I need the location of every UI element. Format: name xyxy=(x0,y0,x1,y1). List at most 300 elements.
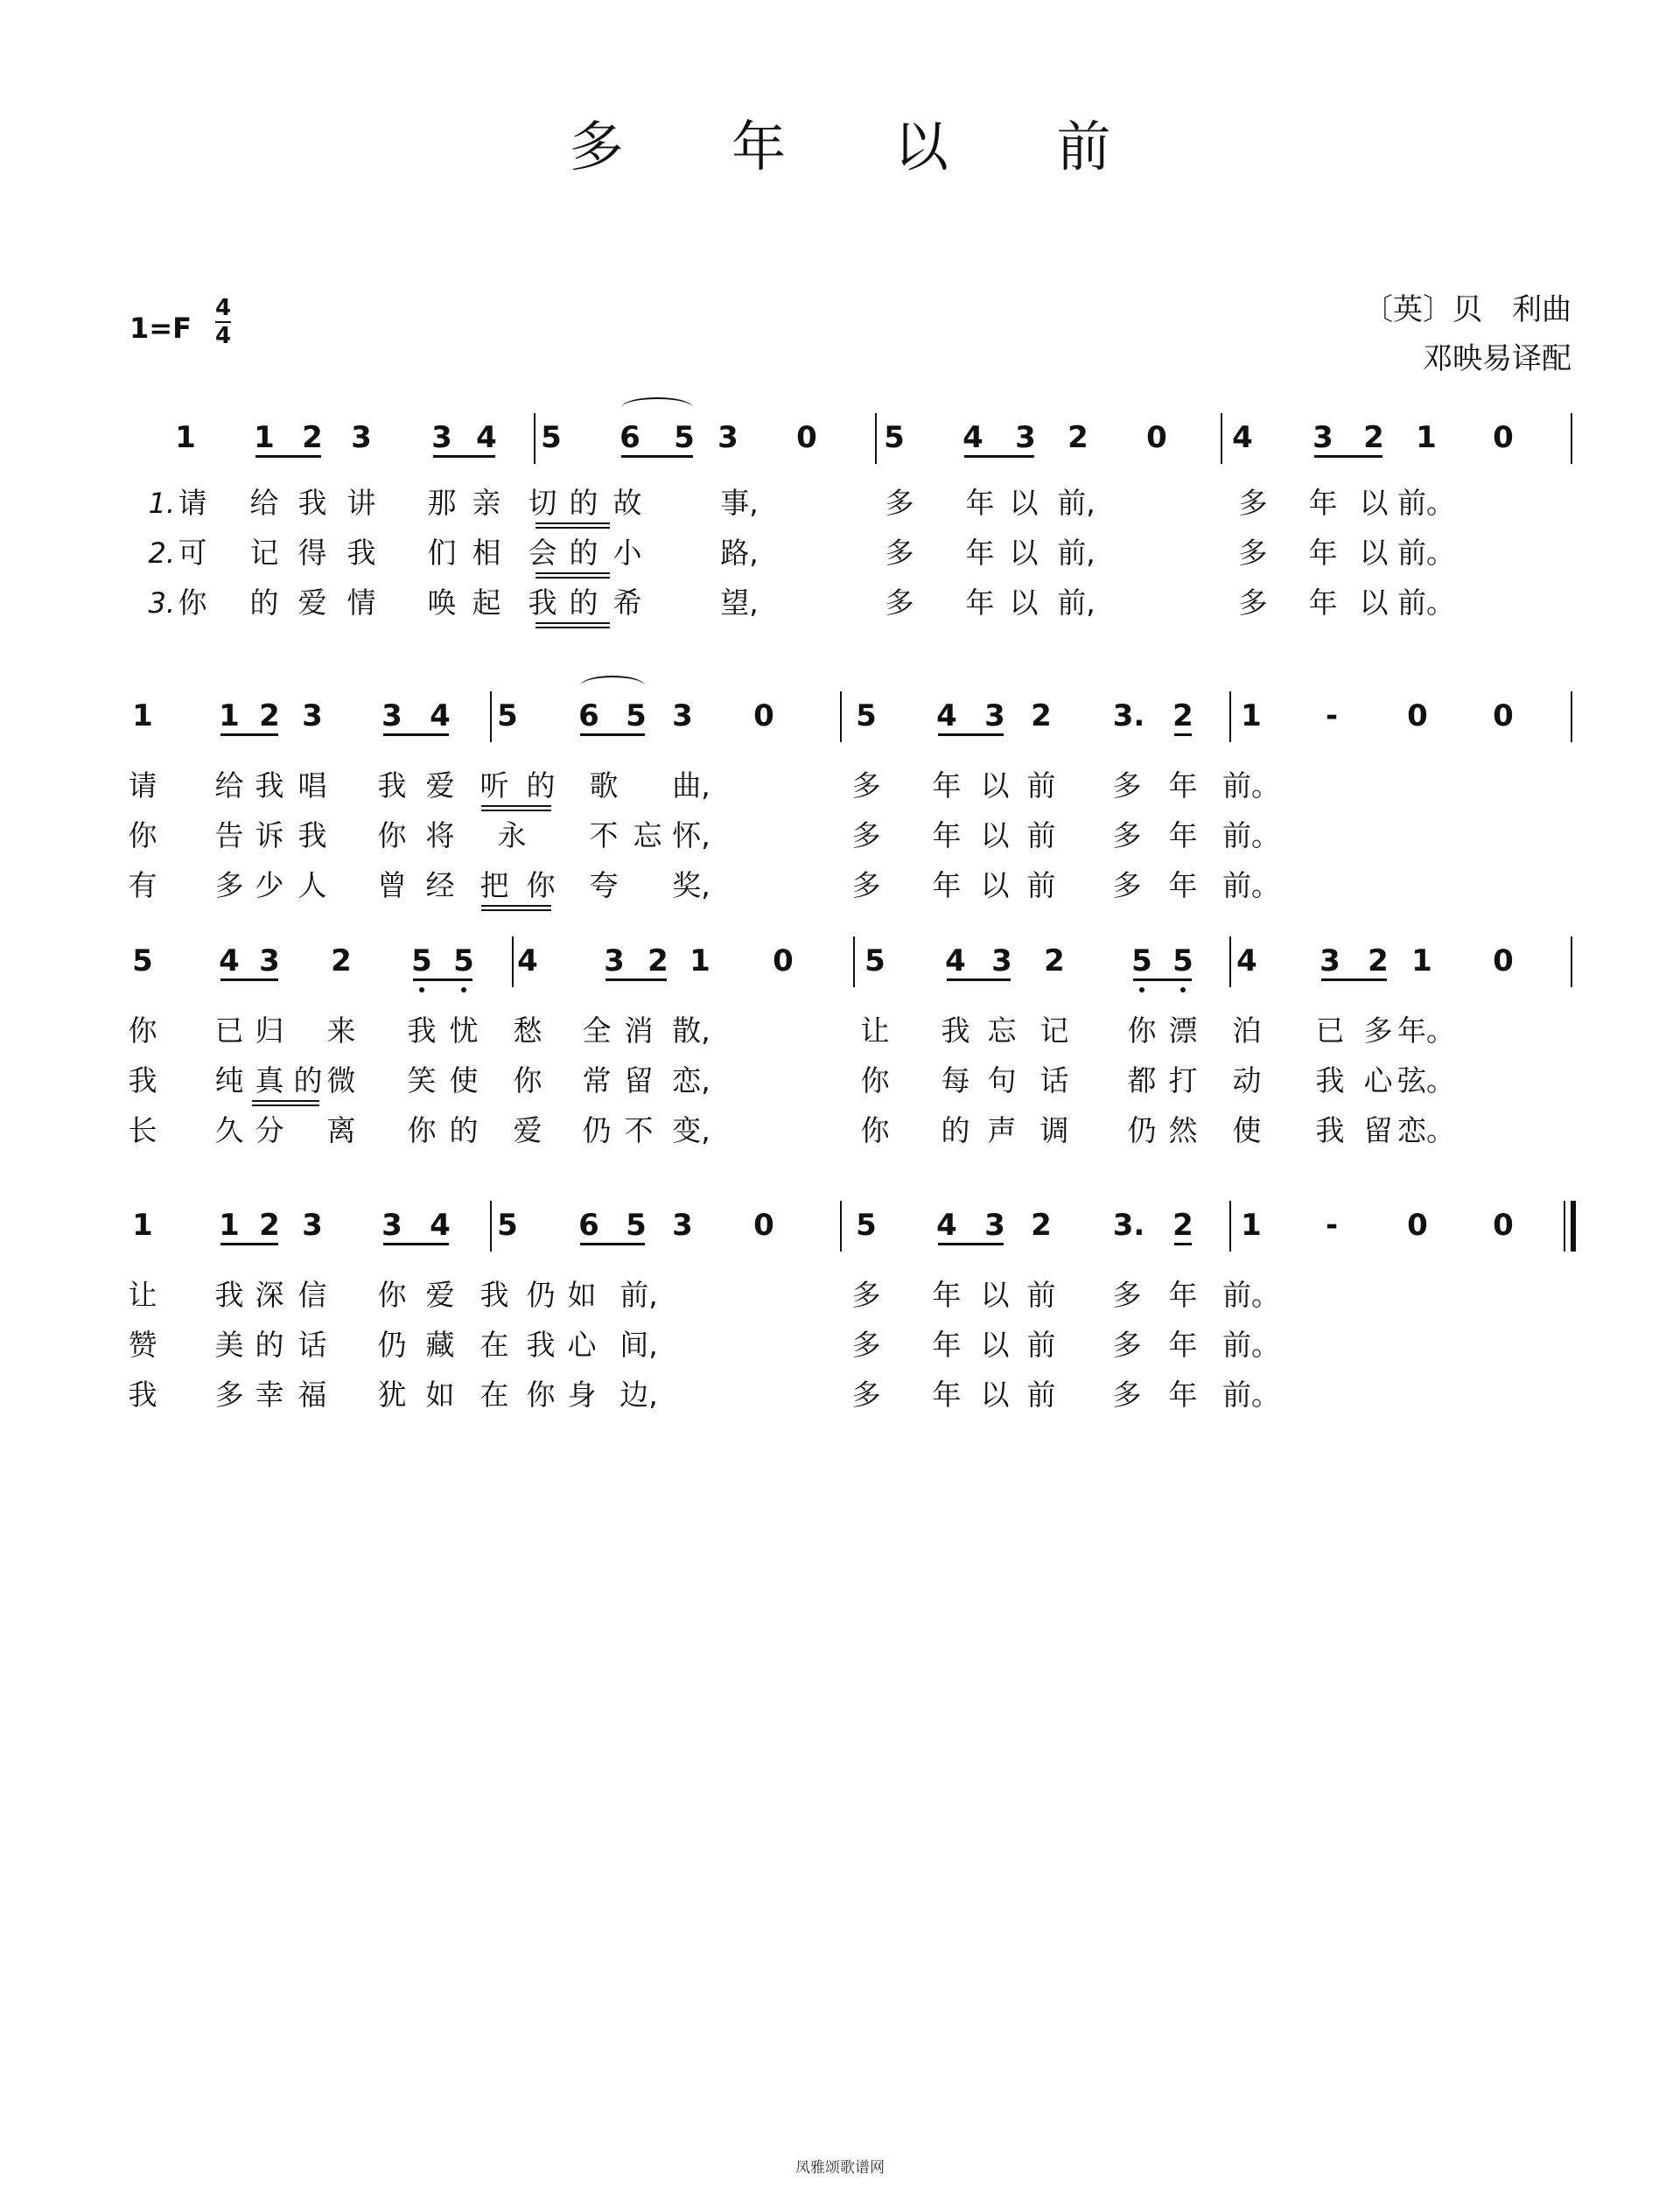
lyric-syllable: 我 xyxy=(346,536,376,570)
note: 4 xyxy=(219,943,240,978)
lyric-syllable: 年。 xyxy=(1397,1013,1455,1048)
note: 5 xyxy=(856,698,877,733)
lyric-syllable: 歌 xyxy=(589,768,619,803)
lyric-syllable: 的 xyxy=(249,586,279,620)
note: 5 xyxy=(864,943,886,978)
lyric-underline xyxy=(252,1105,319,1106)
lyric-syllable: 多 xyxy=(214,868,244,902)
lyric-syllable: 多 xyxy=(1238,486,1268,520)
barline xyxy=(1571,691,1572,742)
lyric-syllable: 前, xyxy=(1057,486,1096,520)
barline xyxy=(490,1201,492,1252)
beam-underline xyxy=(964,455,1034,458)
beam-underline xyxy=(383,1243,449,1245)
lyric-syllable: 爱 xyxy=(425,1278,455,1312)
note: 3 xyxy=(718,420,738,455)
lyric-syllable: 归 xyxy=(255,1013,284,1048)
barline xyxy=(1229,1201,1231,1252)
lyric-syllable: 前 xyxy=(1026,1328,1056,1362)
lyric-syllable: 使 xyxy=(449,1063,479,1098)
note: 0 xyxy=(773,943,794,978)
lyric-syllable: 请 xyxy=(128,768,158,803)
lyric-syllable: 我 xyxy=(298,486,327,520)
lyric-syllable: 多 xyxy=(851,1328,881,1362)
lyric-syllable: 忘 xyxy=(987,1013,1017,1048)
beam-underline xyxy=(256,455,321,458)
lyric-syllable: 让 xyxy=(860,1013,890,1048)
lyric-syllable: 你 xyxy=(128,1013,158,1048)
note: 1 xyxy=(690,943,710,978)
beam-underline xyxy=(580,1243,645,1245)
lyric-syllable: 年 xyxy=(1168,818,1198,852)
lyric-syllable: 起 xyxy=(472,586,501,620)
note: 1 xyxy=(219,698,240,733)
lyric-syllable: 前 xyxy=(1026,768,1056,803)
lyric-underline xyxy=(481,805,551,807)
note: 1 xyxy=(1241,1208,1262,1243)
beam-underline xyxy=(220,978,278,981)
note: 3. xyxy=(1112,698,1145,733)
lyric-syllable: 年 xyxy=(1308,586,1338,620)
song-title: 多 年 以 前 xyxy=(569,115,1157,179)
lyric-syllable: 调 xyxy=(1040,1113,1069,1147)
barline xyxy=(1229,936,1231,987)
lyric-syllable: 的 xyxy=(255,1328,284,1362)
lyric-syllable: 不 xyxy=(624,1113,654,1147)
note: 2 xyxy=(1068,420,1088,455)
verse-number: 1. xyxy=(148,487,175,520)
note: - xyxy=(1325,698,1339,733)
lyric-syllable: 你 xyxy=(377,1278,407,1312)
note: 4 xyxy=(1232,420,1253,455)
note: 0 xyxy=(753,1208,774,1243)
lyric-underline xyxy=(536,577,610,579)
lyric-syllable: 使 xyxy=(1232,1113,1262,1147)
lyric-syllable: 前。 xyxy=(1222,768,1280,803)
note: - xyxy=(1325,1208,1339,1243)
lyric-syllable: 怀, xyxy=(672,818,710,852)
lyric-syllable: 故 xyxy=(612,486,642,520)
lyric-syllable: 福 xyxy=(298,1378,327,1412)
beam-underline xyxy=(580,733,645,736)
lyric-syllable: 年 xyxy=(932,1328,962,1362)
note: 1 xyxy=(132,698,153,733)
lyric-syllable: 多 xyxy=(1238,586,1268,620)
lyric-syllable: 以 xyxy=(1359,586,1389,620)
note: 2 xyxy=(1363,420,1384,455)
note: 5 xyxy=(1131,943,1152,978)
final-barline xyxy=(1571,1201,1576,1252)
lyric-syllable: 们 xyxy=(427,536,457,570)
lyric-syllable: 给 xyxy=(249,486,279,520)
lyric-syllable: 你 xyxy=(860,1113,890,1147)
lyric-syllable: 忘 xyxy=(633,818,662,852)
lyric-syllable: 望, xyxy=(720,586,759,620)
lyric-syllable: 多 xyxy=(1112,868,1142,902)
lyric-syllable: 多 xyxy=(885,536,914,570)
lyric-syllable: 边, xyxy=(620,1378,658,1412)
note: 5 xyxy=(453,943,474,978)
barline xyxy=(840,1201,842,1252)
lyric-syllable: 唱 xyxy=(298,768,327,803)
lyric-syllable: 以 xyxy=(1009,486,1039,520)
lyric-syllable: 留 xyxy=(1363,1113,1393,1147)
lyric-underline xyxy=(252,1100,319,1102)
footer-watermark: 凤雅颂歌谱网 xyxy=(795,2159,885,2177)
lyric-syllable: 不 xyxy=(589,818,619,852)
lyric-syllable: 你 xyxy=(128,818,158,852)
lyric-syllable: 全 xyxy=(582,1013,612,1048)
barline xyxy=(1221,413,1222,464)
lyric-syllable: 多 xyxy=(1112,768,1142,803)
lyric-syllable: 以 xyxy=(1009,586,1039,620)
lyric-syllable: 亲 xyxy=(472,486,501,520)
note: 1 xyxy=(1241,698,1262,733)
lyric-syllable: 多 xyxy=(1112,818,1142,852)
note: 0 xyxy=(1493,943,1514,978)
beam-underline xyxy=(621,455,693,458)
lyric-syllable: 我 xyxy=(1315,1113,1345,1147)
barline xyxy=(1571,413,1572,464)
note: 4 xyxy=(945,943,966,978)
time-signature xyxy=(215,296,231,348)
lyric-underline xyxy=(536,572,610,574)
note: 2 xyxy=(1031,698,1052,733)
lyric-syllable: 心 xyxy=(1363,1063,1393,1098)
note: 6 xyxy=(578,1208,599,1243)
lyric-syllable: 诉 xyxy=(255,818,284,852)
lyric-syllable: 心 xyxy=(567,1328,597,1362)
note: 1 xyxy=(175,420,196,455)
beam-underline xyxy=(413,978,472,981)
lyric-syllable: 的 xyxy=(293,1063,323,1098)
note: 3 xyxy=(302,698,323,733)
note: 4 xyxy=(430,1208,451,1243)
lyric-syllable: 恋。 xyxy=(1397,1113,1455,1147)
lyric-syllable: 那 xyxy=(427,486,457,520)
note: 5 xyxy=(132,943,153,978)
lyric-syllable: 仍 xyxy=(526,1278,556,1312)
lyric-syllable: 多 xyxy=(1112,1328,1142,1362)
note: 5 xyxy=(497,698,518,733)
beam-underline xyxy=(606,978,667,981)
note: 3 xyxy=(382,1208,402,1243)
lyric-syllable: 让 xyxy=(128,1278,158,1312)
octave-dot xyxy=(1139,987,1144,992)
lyric-syllable: 藏 xyxy=(425,1328,455,1362)
lyric-syllable: 如 xyxy=(567,1278,597,1312)
lyric-syllable: 把 xyxy=(480,868,509,902)
lyric-syllable: 前, xyxy=(620,1278,658,1312)
lyric-syllable: 爱 xyxy=(425,768,455,803)
barline xyxy=(840,691,842,742)
note: 2 xyxy=(1172,1208,1194,1243)
note: 5 xyxy=(674,420,695,455)
note: 3 xyxy=(672,1208,693,1243)
note: 3 xyxy=(1312,420,1334,455)
lyric-syllable: 前。 xyxy=(1222,818,1280,852)
lyric-syllable: 常 xyxy=(582,1063,612,1098)
note: 1 xyxy=(1416,420,1437,455)
lyric-syllable: 多 xyxy=(1112,1278,1142,1312)
note: 3 xyxy=(259,943,280,978)
lyric-syllable: 曾 xyxy=(377,868,407,902)
lyric-syllable: 声 xyxy=(987,1113,1017,1147)
lyric-syllable: 你 xyxy=(178,586,207,620)
lyric-syllable: 漂 xyxy=(1168,1013,1198,1048)
note: 0 xyxy=(1146,420,1167,455)
beam-underline xyxy=(938,1243,1004,1245)
lyric-syllable: 前。 xyxy=(1222,1378,1280,1412)
note: 6 xyxy=(578,698,599,733)
lyric-syllable: 的 xyxy=(449,1113,479,1147)
lyric-syllable: 你 xyxy=(513,1063,542,1098)
lyric-syllable: 会 xyxy=(528,536,557,570)
lyric-syllable: 在 xyxy=(480,1328,509,1362)
lyric-syllable: 唤 xyxy=(427,586,457,620)
lyric-syllable: 我 xyxy=(255,768,284,803)
note: 2 xyxy=(331,943,352,978)
octave-dot xyxy=(1180,987,1186,992)
barline xyxy=(490,691,492,742)
lyric-syllable: 已 xyxy=(1315,1013,1345,1048)
lyric-syllable: 如 xyxy=(425,1378,455,1412)
note: 3 xyxy=(984,698,1005,733)
lyric-syllable: 我 xyxy=(941,1013,970,1048)
lyric-syllable: 句 xyxy=(987,1063,1017,1098)
note: 0 xyxy=(1407,698,1428,733)
note: 4 xyxy=(476,420,497,455)
beam-underline xyxy=(433,455,495,458)
lyric-syllable: 听 xyxy=(480,768,509,803)
lyric-syllable: 忧 xyxy=(449,1013,479,1048)
lyric-syllable: 多 xyxy=(885,586,914,620)
lyric-syllable: 话 xyxy=(298,1328,327,1362)
lyric-syllable: 多 xyxy=(851,1378,881,1412)
note: 5 xyxy=(411,943,432,978)
lyric-underline xyxy=(536,527,610,529)
lyric-syllable: 已 xyxy=(214,1013,244,1048)
barline xyxy=(853,936,855,987)
note: 3 xyxy=(302,1208,323,1243)
lyric-syllable: 多 xyxy=(885,486,914,520)
barline xyxy=(1571,936,1572,987)
note: 1 xyxy=(254,420,275,455)
note: 3 xyxy=(984,1208,1005,1243)
lyric-syllable: 前。 xyxy=(1222,868,1280,902)
lyric-syllable: 以 xyxy=(980,868,1010,902)
lyric-syllable: 以 xyxy=(980,1328,1010,1362)
lyric-syllable: 你 xyxy=(526,1378,556,1412)
note: 3 xyxy=(604,943,625,978)
lyric-syllable: 年 xyxy=(1168,768,1198,803)
note: 5 xyxy=(626,698,647,733)
lyric-syllable: 希 xyxy=(612,586,642,620)
lyric-syllable: 我 xyxy=(528,586,557,620)
note: 2 xyxy=(302,420,323,455)
lyric-syllable: 你 xyxy=(1127,1013,1157,1048)
note: 3 xyxy=(351,420,372,455)
lyric-syllable: 多 xyxy=(851,768,881,803)
lyric-syllable: 前 xyxy=(1026,1378,1056,1412)
beam-underline xyxy=(1321,978,1387,981)
note: 1 xyxy=(219,1208,240,1243)
lyric-syllable: 前。 xyxy=(1222,1278,1280,1312)
lyric-syllable: 泊 xyxy=(1232,1013,1262,1048)
lyric-syllable: 以 xyxy=(980,818,1010,852)
lyric-underline xyxy=(536,622,610,624)
lyric-syllable: 多 xyxy=(851,818,881,852)
note: 0 xyxy=(1493,420,1514,455)
lyric-syllable: 夸 xyxy=(589,868,619,902)
lyric-syllable: 年 xyxy=(932,768,962,803)
lyric-syllable: 话 xyxy=(1040,1063,1069,1098)
lyric-syllable: 在 xyxy=(480,1378,509,1412)
lyric-syllable: 我 xyxy=(407,1013,437,1048)
lyric-syllable: 请 xyxy=(178,486,207,520)
lyric-syllable: 年 xyxy=(965,536,995,570)
note: 4 xyxy=(430,698,451,733)
lyric-syllable: 仍 xyxy=(377,1328,407,1362)
lyric-syllable: 来 xyxy=(326,1013,356,1048)
lyric-syllable: 的 xyxy=(569,586,598,620)
lyric-syllable: 微 xyxy=(326,1063,356,1098)
note: 4 xyxy=(962,420,984,455)
lyric-syllable: 记 xyxy=(249,536,279,570)
barline xyxy=(534,413,536,464)
lyric-syllable: 事, xyxy=(720,486,759,520)
lyric-syllable: 纯 xyxy=(214,1063,244,1098)
lyric-syllable: 身 xyxy=(567,1378,597,1412)
lyric-syllable: 前。 xyxy=(1397,486,1455,520)
lyric-syllable: 犹 xyxy=(377,1378,407,1412)
lyric-syllable: 少 xyxy=(255,868,284,902)
lyric-syllable: 我 xyxy=(377,768,407,803)
beam-underline xyxy=(947,978,1011,981)
lyric-syllable: 你 xyxy=(860,1063,890,1098)
lyric-syllable: 年 xyxy=(965,586,995,620)
lyric-syllable: 久 xyxy=(214,1113,244,1147)
lyric-syllable: 以 xyxy=(980,768,1010,803)
lyric-syllable: 我 xyxy=(128,1063,158,1098)
lyric-underline xyxy=(481,905,551,907)
lyric-syllable: 以 xyxy=(980,1278,1010,1312)
note: 2 xyxy=(1044,943,1065,978)
lyric-syllable: 前。 xyxy=(1397,586,1455,620)
lyric-syllable: 多 xyxy=(1112,1378,1142,1412)
lyric-syllable: 的 xyxy=(941,1113,970,1147)
lyric-syllable: 分 xyxy=(255,1113,284,1147)
lyric-syllable: 多 xyxy=(1363,1013,1393,1048)
lyric-syllable: 动 xyxy=(1232,1063,1262,1098)
tie-arc xyxy=(580,676,645,697)
lyric-syllable: 仍 xyxy=(582,1113,612,1147)
lyric-syllable: 弦。 xyxy=(1397,1063,1455,1098)
barline xyxy=(512,936,514,987)
lyric-syllable: 然 xyxy=(1168,1113,1198,1147)
lyric-syllable: 恋, xyxy=(672,1063,710,1098)
note: 0 xyxy=(1493,1208,1514,1243)
note: 5 xyxy=(541,420,562,455)
note: 2 xyxy=(259,1208,280,1243)
lyric-syllable: 散, xyxy=(672,1013,710,1048)
note: 3 xyxy=(431,420,452,455)
lyric-syllable: 多 xyxy=(851,1278,881,1312)
lyric-syllable: 都 xyxy=(1127,1063,1157,1098)
lyric-syllable: 给 xyxy=(214,768,244,803)
lyric-syllable: 真 xyxy=(255,1063,284,1098)
lyric-syllable: 长 xyxy=(128,1113,158,1147)
lyric-syllable: 你 xyxy=(377,818,407,852)
lyric-syllable: 多 xyxy=(1238,536,1268,570)
lyric-syllable: 路, xyxy=(720,536,759,570)
note: 0 xyxy=(1407,1208,1428,1243)
barline xyxy=(1564,1201,1565,1252)
beam-underline xyxy=(1174,733,1192,736)
lyric-syllable: 年 xyxy=(1308,486,1338,520)
note: 4 xyxy=(936,698,957,733)
lyric-syllable: 你 xyxy=(407,1113,437,1147)
lyric-syllable: 年 xyxy=(1308,536,1338,570)
lyric-syllable: 美 xyxy=(214,1328,244,1362)
credits xyxy=(1363,285,1572,383)
lyric-syllable: 有 xyxy=(128,868,158,902)
lyric-syllable: 离 xyxy=(326,1113,356,1147)
lyric-syllable: 消 xyxy=(624,1013,654,1048)
lyric-syllable: 多 xyxy=(851,868,881,902)
lyric-syllable: 多 xyxy=(214,1378,244,1412)
verse-number: 3. xyxy=(148,586,175,620)
beam-underline xyxy=(1133,978,1192,981)
lyric-syllable: 前。 xyxy=(1397,536,1455,570)
note: 0 xyxy=(796,420,817,455)
lyric-syllable: 的 xyxy=(569,536,598,570)
note: 5 xyxy=(884,420,905,455)
note: 3 xyxy=(991,943,1012,978)
note: 3 xyxy=(382,698,402,733)
beam-underline xyxy=(1314,455,1382,458)
composer-credit: 〔英〕贝 利曲 xyxy=(1363,292,1572,327)
lyric-syllable: 幸 xyxy=(255,1378,284,1412)
lyric-syllable: 前。 xyxy=(1222,1328,1280,1362)
lyric-syllable: 前 xyxy=(1026,818,1056,852)
lyric-syllable: 年 xyxy=(932,868,962,902)
lyric-syllable: 得 xyxy=(298,536,327,570)
lyric-syllable: 奖, xyxy=(672,868,710,902)
lyric-syllable: 曲, xyxy=(672,768,710,803)
note: 2 xyxy=(1172,698,1194,733)
lyric-syllable: 年 xyxy=(932,818,962,852)
lyric-underline xyxy=(536,627,610,628)
lyric-syllable: 前, xyxy=(1057,536,1096,570)
lyric-syllable: 以 xyxy=(1359,486,1389,520)
note: 3 xyxy=(1015,420,1036,455)
lyric-syllable: 笑 xyxy=(407,1063,437,1098)
lyric-syllable: 将 xyxy=(425,818,455,852)
lyric-syllable: 我 xyxy=(128,1378,158,1412)
verse-number: 2. xyxy=(148,536,175,570)
note: 3 xyxy=(1320,943,1340,978)
note: 2 xyxy=(648,943,668,978)
note: 2 xyxy=(259,698,280,733)
lyric-syllable: 年 xyxy=(932,1378,962,1412)
lyric-syllable: 永 xyxy=(497,818,527,852)
tie-arc xyxy=(621,397,693,418)
lyric-syllable: 以 xyxy=(1359,536,1389,570)
beam-underline xyxy=(938,733,1004,736)
lyric-syllable: 变, xyxy=(672,1113,710,1147)
lyric-syllable: 年 xyxy=(932,1278,962,1312)
